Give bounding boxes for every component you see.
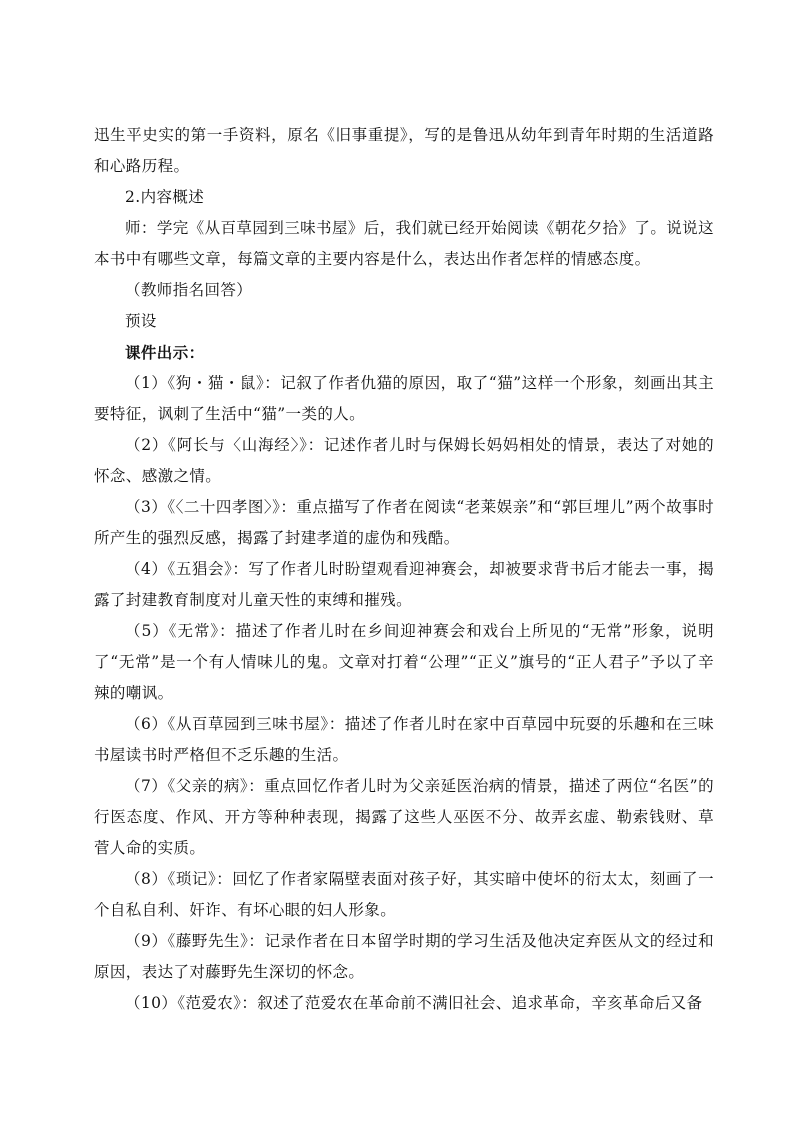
list-item: （8）《琐记》：回忆了作者家隔壁表面对孩子好，其实暗中使坏的衍太太，刻画了一个自私自利、奸诈、有坏心眼的妇人形象。: [94, 870, 714, 919]
courseware-label: 课件出示：: [125, 343, 205, 362]
list-item: （10）《范爱农》：叙述了范爱农在革命前不满旧社会、追求革命，辛亥革命后又备: [125, 994, 703, 1012]
list-item: （7）《父亲的病》：重点回忆作者儿时为父亲延医治病的情景，描述了两位“名医”的行医态度、作风、开方等种种表现，揭露了这些人巫医不分、故弄玄虚、勒索钱财、草菅人命的实质。: [94, 777, 714, 857]
intro-continuation-paragraph: 迅生平史实的第一手资料，原名《旧事重提》，写的是鲁迅从幼年到青年时期的生活道路和心路历程。: [94, 126, 714, 175]
document-body: [94, 120, 714, 1019]
list-item: （9）《藤野先生》：记录作者在日本留学时期的学习生活及他决定弃医从文的经过和原因，表达了对藤野先生深切的怀念。: [94, 932, 714, 981]
section-heading: 2.内容概述: [125, 188, 205, 206]
list-item: （3）《〈二十四孝图〉》：重点描写了作者在阅读“老莱娱亲”和“郭巨埋儿”两个故事时所产生的强烈反感，揭露了封建孝道的虚伪和残酷。: [94, 498, 714, 547]
list-item: （1）《狗・猫・鼠》：记叙了作者仇猫的原因，取了“猫”这样一个形象，刻画出其主要特征，讽刺了生活中“猫”一类的人。: [94, 374, 714, 423]
list-item: （5）《无常》：描述了作者儿时在乡间迎神赛会和戏台上所见的“无常”形象，说明了“无常”是一个有人情味儿的鬼。文章对打着“公理”“正义”旗号的“正人君子”予以了辛辣的嘲讽。: [94, 622, 714, 702]
teacher-note: （教师指名回答）: [125, 281, 253, 299]
list-item: （4）《五猖会》：写了作者儿时盼望观看迎神赛会，却被要求背书后才能去一事，揭露了封建教育制度对儿童天性的束缚和摧残。: [94, 560, 714, 609]
list-item: （6）《从百草园到三味书屋》：描述了作者儿时在家中百草园中玩耍的乐趣和在三味书屋读书时严格但不乏乐趣的生活。: [94, 715, 714, 764]
list-item: （2）《阿长与〈山海经〉》：记述作者儿时与保姆长妈妈相处的情景，表达了对她的怀念、感激之情。: [94, 436, 714, 485]
teacher-prompt-paragraph: 师：学完《从百草园到三味书屋》后，我们就已经开始阅读《朝花夕拾》了。说说这本书中有哪些文章，每篇文章的主要内容是什么，表达出作者怎样的情感态度。: [94, 219, 714, 268]
preset-label: 预设: [125, 312, 157, 330]
